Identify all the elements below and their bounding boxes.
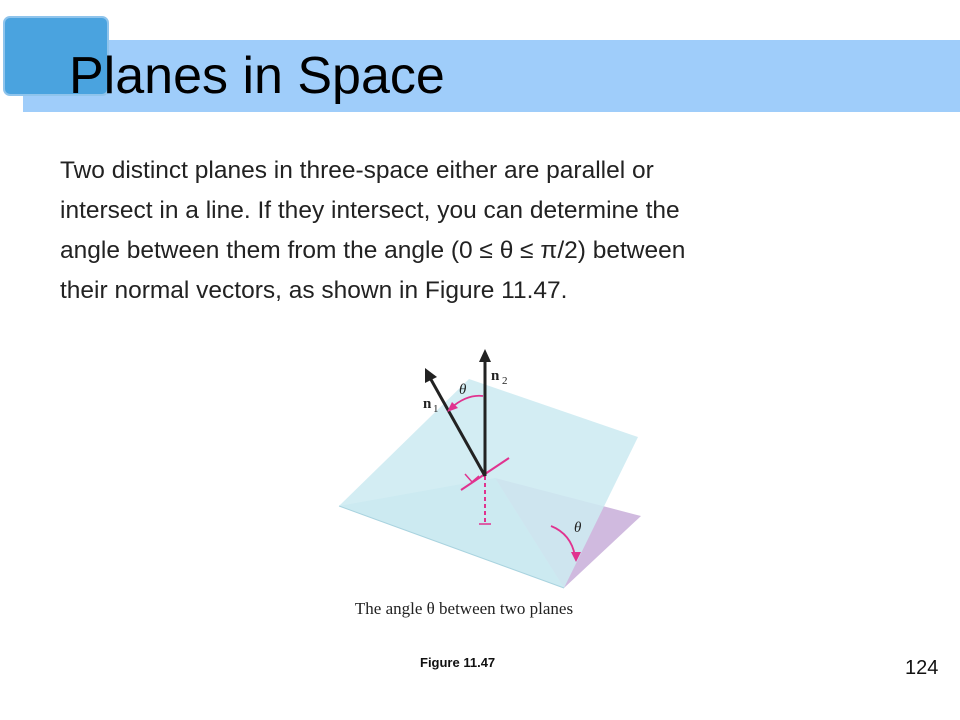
slide-title: Planes in Space xyxy=(69,47,445,105)
normal-vector-n2-arrowhead xyxy=(479,349,491,362)
page-number: 124 xyxy=(905,657,939,679)
figure-caption: The angle θ between two planes xyxy=(354,599,574,618)
label-n2: n xyxy=(491,368,500,384)
body-line: their normal vectors, as shown in Figure 11.47. xyxy=(60,277,568,304)
label-theta-right: θ xyxy=(574,520,582,536)
label-n1: n xyxy=(423,396,432,412)
body-line: Two distinct planes in three-space either are parallel or xyxy=(60,157,654,184)
body-line: angle between them from the angle (0 ≤ θ ≤ π/2) between xyxy=(60,237,686,264)
figure-label: Figure 11.47 xyxy=(420,655,496,670)
body-paragraph xyxy=(60,151,880,311)
planes-figure xyxy=(319,344,643,626)
planes-diagram xyxy=(319,344,643,626)
label-theta-top: θ xyxy=(459,382,467,398)
body-line: intersect in a line. If they intersect, you can determine the xyxy=(60,197,680,224)
label-n1-subscript: 1 xyxy=(433,403,439,415)
label-n2-subscript: 2 xyxy=(502,375,508,387)
